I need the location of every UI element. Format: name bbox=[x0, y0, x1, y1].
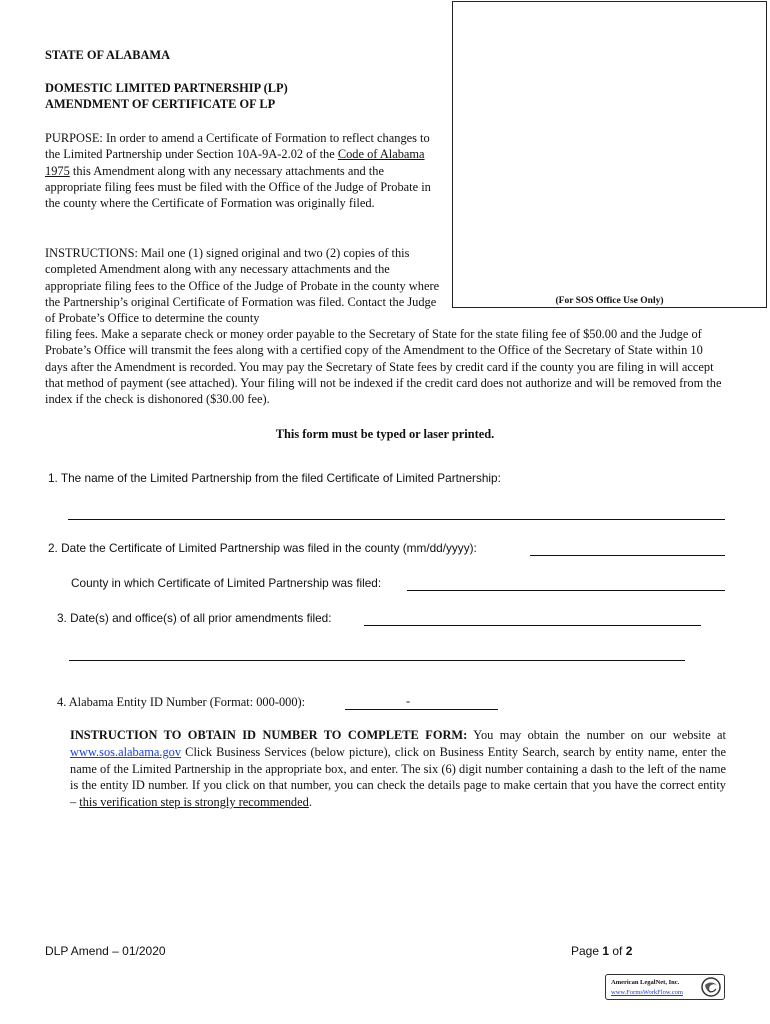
logo-company-name: American LegalNet, Inc. bbox=[611, 979, 680, 986]
page-prefix: Page bbox=[571, 944, 603, 958]
form-title-line1: DOMESTIC LIMITED PARTNERSHIP (LP) bbox=[45, 81, 288, 95]
prior-amendments-field[interactable] bbox=[364, 625, 701, 626]
instructions-paragraph-bottom: filing fees. Make a separate check or money order payable to the Secretary of State for the state filing fee of $50.00 and the Judge of Probate’s Office will transmit the fees along with a certified copy of the Amendment to the Office of the Secretary of State within 10 days after the Amendment is recorded. You may pay the Secretary of State fees by credit card if the county you are filing in will accept that method of payment (see attached). Your filing will not be indexed if the credit card does not authorize and will be removed from the index if the check is dishonored ($30.00 fee). bbox=[45, 327, 722, 407]
instructions-paragraph-top: INSTRUCTIONS: Mail one (1) signed original and two (2) copies of this completed Amendment along with any necessary attachments and the appropriate filing fees to the Office of the Judge of Probate in the county where the Partnership’s original Certificate of Formation was filed. Contact the Judge of Probate’s Office to determine the county bbox=[45, 246, 440, 326]
partnership-name-field[interactable] bbox=[68, 519, 725, 520]
sos-office-use-label: (For SOS Office Use Only) bbox=[555, 296, 664, 306]
filing-date-field[interactable] bbox=[530, 555, 725, 556]
page-number: 1 bbox=[602, 944, 610, 958]
page-of: of bbox=[609, 944, 626, 958]
entity-id-dash: - bbox=[406, 694, 411, 708]
verification-recommendation: this verification step is strongly recommended bbox=[79, 795, 309, 810]
id-instructions-paragraph bbox=[70, 727, 726, 811]
sos-office-use-box bbox=[452, 1, 767, 308]
id-instructions-text3: . bbox=[308, 795, 312, 810]
form-title-line2: AMENDMENT OF CERTIFICATE OF LP bbox=[45, 97, 276, 111]
typed-notice: This form must be typed or laser printed. bbox=[275, 427, 495, 441]
id-instructions-text2: Click Business Services (below picture), click on Business Entity Search, search by entity name, enter the name of the Limited Partnership in the appropriate box, and enter. The six (6) digit number containing a dash to the left of the name is the entity ID number. If you click on that number, you can check the details page to make certain that you have the correct entity – bbox=[70, 744, 726, 810]
question-2b-label: County in which Certificate of Limited Partnership was filed: bbox=[71, 576, 382, 590]
question-1-label: 1. The name of the Limited Partnership from the filed Certificate of Limited Partnership: bbox=[48, 471, 501, 485]
page-indicator bbox=[571, 944, 632, 958]
sos-website-link[interactable]: www.sos.alabama.gov bbox=[70, 744, 182, 759]
state-heading: STATE OF ALABAMA bbox=[45, 48, 171, 62]
purpose-text-after: this Amendment along with any necessary attachments and the appropriate filing fees must be filed with the Office of the Judge of Probate in the county where the Certificate of Formation was originally filed. bbox=[45, 163, 431, 211]
id-instructions-text1: You may obtain the number on our website at bbox=[467, 728, 726, 742]
american-legalnet-logo bbox=[605, 974, 725, 1000]
question-3-label: 3. Date(s) and office(s) of all prior amendments filed: bbox=[57, 611, 332, 625]
prior-amendments-field-line2[interactable] bbox=[69, 660, 685, 661]
question-2-label: 2. Date the Certificate of Limited Partnership was filed in the county (mm/dd/yyyy): bbox=[48, 541, 477, 555]
page-total: 2 bbox=[625, 944, 633, 958]
entity-id-field[interactable] bbox=[345, 709, 498, 710]
globe-icon bbox=[701, 977, 721, 997]
county-field[interactable] bbox=[407, 590, 725, 591]
purpose-text-before: PURPOSE: In order to amend a Certificate of Formation to reflect changes to the Limited Partnership under Section 10A-9A-2.02 of the bbox=[45, 131, 430, 162]
question-4-label: 4. Alabama Entity ID Number (Format: 000-000): bbox=[57, 695, 306, 709]
logo-website-link[interactable]: www.FormsWorkFlow.com bbox=[611, 989, 683, 996]
purpose-paragraph bbox=[45, 130, 440, 211]
form-identifier: DLP Amend – 01/2020 bbox=[45, 944, 166, 958]
code-of-alabama-reference: Code of Alabama 1975 bbox=[45, 147, 425, 178]
id-instructions-heading: INSTRUCTION TO OBTAIN ID NUMBER TO COMPLETE FORM: bbox=[70, 728, 468, 742]
